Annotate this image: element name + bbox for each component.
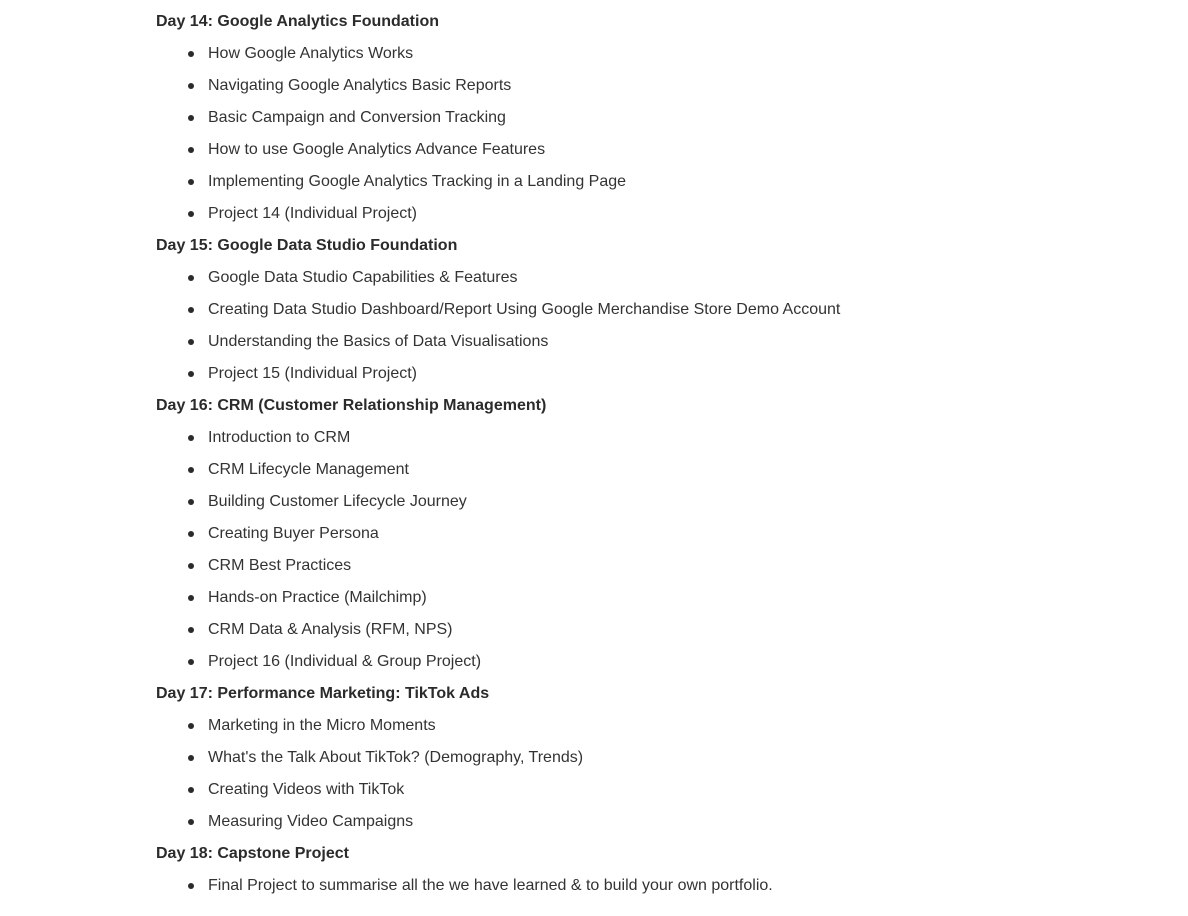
topic-list — [156, 422, 1156, 678]
bullet-icon — [188, 499, 194, 505]
topic-label: CRM Data & Analysis (RFM, NPS) — [208, 621, 453, 638]
topic-label: Google Data Studio Capabilities & Features — [208, 269, 518, 286]
topic-label: Project 16 (Individual & Group Project) — [208, 653, 482, 670]
bullet-icon — [188, 563, 194, 569]
topic-list — [156, 710, 1156, 838]
bullet-icon — [188, 467, 194, 473]
list-item — [156, 70, 1156, 102]
list-item — [156, 294, 1156, 326]
day-heading: Day 17: Performance Marketing: TikTok Ads — [156, 685, 490, 702]
topic-label: Creating Data Studio Dashboard/Report Using Google Merchandise Store Demo Account — [208, 301, 841, 318]
bullet-icon — [188, 435, 194, 441]
bullet-icon — [188, 83, 194, 89]
bullet-icon — [188, 787, 194, 793]
day-section-14 — [156, 6, 1156, 230]
list-item — [156, 550, 1156, 582]
list-item — [156, 358, 1156, 390]
list-item — [156, 102, 1156, 134]
list-item — [156, 486, 1156, 518]
list-item — [156, 806, 1156, 838]
list-item — [156, 870, 1156, 902]
topic-label: Marketing in the Micro Moments — [208, 717, 436, 734]
topic-label: Creating Buyer Persona — [208, 525, 379, 542]
topic-label: How to use Google Analytics Advance Features — [208, 141, 546, 158]
topic-label: Measuring Video Campaigns — [208, 813, 414, 830]
bullet-icon — [188, 595, 194, 601]
bullet-icon — [188, 627, 194, 633]
topic-list — [156, 870, 1156, 902]
curriculum-content — [156, 6, 1156, 902]
topic-label: Navigating Google Analytics Basic Reports — [208, 77, 512, 94]
bullet-icon — [188, 147, 194, 153]
topic-label: Introduction to CRM — [208, 429, 351, 446]
list-item — [156, 646, 1156, 678]
bullet-icon — [188, 307, 194, 313]
list-item — [156, 166, 1156, 198]
bullet-icon — [188, 115, 194, 121]
topic-label: Final Project to summarise all the we have learned & to build your own portfolio. — [208, 877, 773, 894]
bullet-icon — [188, 755, 194, 761]
bullet-icon — [188, 723, 194, 729]
bullet-icon — [188, 819, 194, 825]
list-item — [156, 518, 1156, 550]
list-item — [156, 454, 1156, 486]
bullet-icon — [188, 211, 194, 217]
day-section-15 — [156, 230, 1156, 390]
bullet-icon — [188, 275, 194, 281]
day-heading: Day 15: Google Data Studio Foundation — [156, 237, 458, 254]
topic-label: Hands-on Practice (Mailchimp) — [208, 589, 427, 606]
day-section-17 — [156, 678, 1156, 838]
bullet-icon — [188, 883, 194, 889]
bullet-icon — [188, 531, 194, 537]
list-item — [156, 134, 1156, 166]
topic-label: Creating Videos with TikTok — [208, 781, 405, 798]
day-section-18 — [156, 838, 1156, 902]
list-item — [156, 198, 1156, 230]
day-heading: Day 18: Capstone Project — [156, 845, 349, 862]
list-item — [156, 710, 1156, 742]
topic-label: Understanding the Basics of Data Visualisations — [208, 333, 549, 350]
list-item — [156, 614, 1156, 646]
list-item — [156, 262, 1156, 294]
list-item — [156, 422, 1156, 454]
topic-label: CRM Best Practices — [208, 557, 352, 574]
topic-label: Implementing Google Analytics Tracking in a Landing Page — [208, 173, 627, 190]
bullet-icon — [188, 179, 194, 185]
topic-label: How Google Analytics Works — [208, 45, 414, 62]
bullet-icon — [188, 339, 194, 345]
day-heading: Day 16: CRM (Customer Relationship Management) — [156, 397, 547, 414]
list-item — [156, 582, 1156, 614]
list-item — [156, 326, 1156, 358]
topic-label: Project 15 (Individual Project) — [208, 365, 417, 382]
bullet-icon — [188, 659, 194, 665]
bullet-icon — [188, 51, 194, 57]
day-heading: Day 14: Google Analytics Foundation — [156, 13, 439, 30]
day-section-16 — [156, 390, 1156, 678]
topic-list — [156, 262, 1156, 390]
topic-label: What's the Talk About TikTok? (Demography, Trends) — [208, 749, 584, 766]
topic-label: CRM Lifecycle Management — [208, 461, 409, 478]
topic-label: Project 14 (Individual Project) — [208, 205, 417, 222]
topic-label: Basic Campaign and Conversion Tracking — [208, 109, 506, 126]
list-item — [156, 742, 1156, 774]
topic-label: Building Customer Lifecycle Journey — [208, 493, 467, 510]
bullet-icon — [188, 371, 194, 377]
list-item — [156, 38, 1156, 70]
list-item — [156, 774, 1156, 806]
topic-list — [156, 38, 1156, 230]
